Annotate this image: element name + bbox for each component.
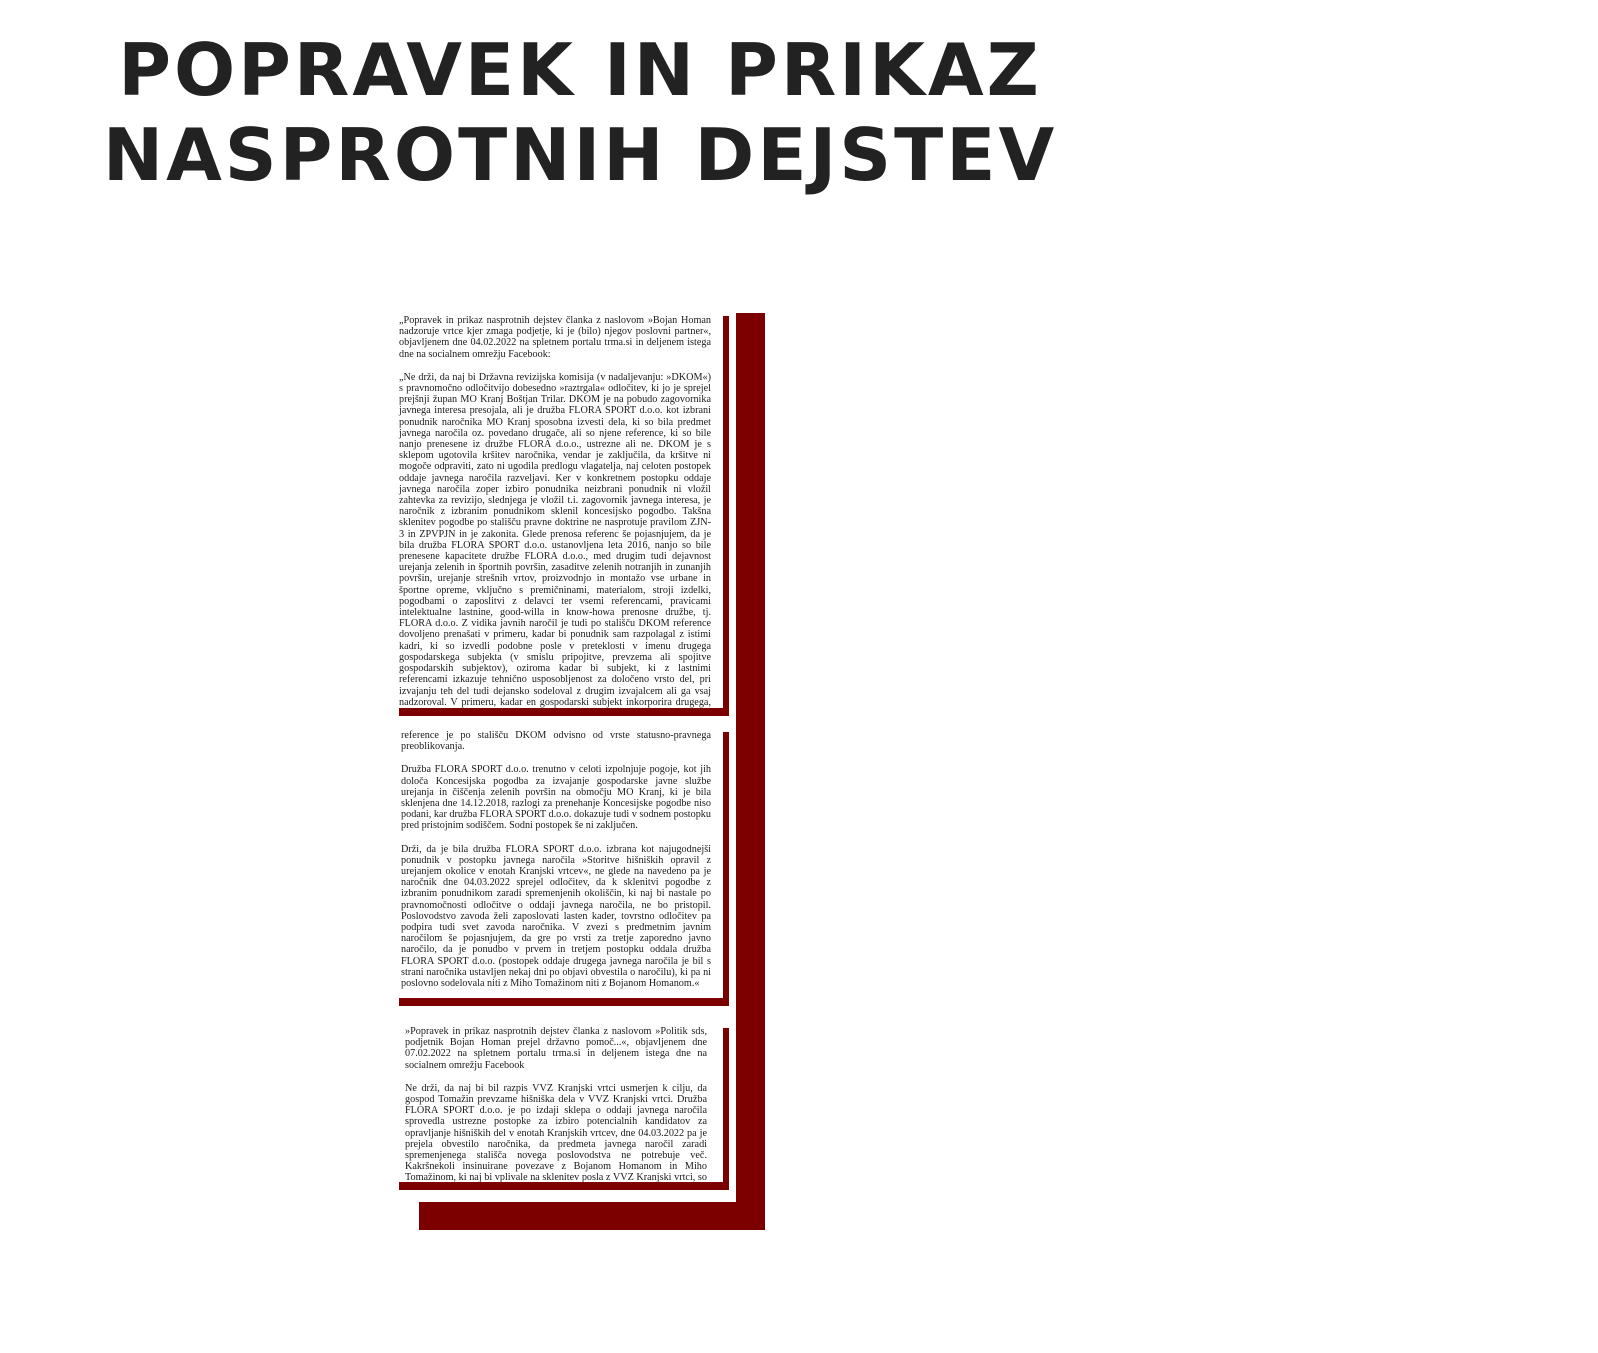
page-2-paragraph-2: Drži, da je bila družba FLORA SPORT d.o.o. izbrana kot najugodnejši ponudnik v postopku javnega naročila »Storitve hišniških opravil z urejanjem okolice v enotah Kranjski vrtcev«, ne glede na navedeno pa je naročnik dne 04.03.2022 sprejel odločitev, da k sklenitvi pogodbe z izbranim ponudnikom zaradi spremenjenih okoliščin, ki naj bi nastale po pravnomočnosti odločitve o oddaji javnega naročila, ne bo pristopil. Poslovodstvo zavoda želi zaposlovati lasten kader, tovrstno odločitev pa podpira tudi svet zavoda naročnika. V zvezi s predmetnim javnim naročilom še pojasnjujem, da gre po vrsti za tretje zaporedno javno naročilo, da je ponudbo v prvem in tretjem postopku oddala družba FLORA SPORT d.o.o. (postopek oddaje drugega javnega naročila je bil s strani naročnika ustavljen nekaj dni po objavi obvestila o naročilu), ki pa ni poslovno sodelovala niti z Miho Tomažinom niti z Bojanom Homanom.« <box>401 843 711 990</box>
document-page-2 <box>393 724 723 998</box>
page-2-continuation: reference je po stališču DKOM odvisno od vrste statusno-pravnega preoblikovanja. <box>401 730 711 753</box>
page-1-intro: „Popravek in prikaz nasprotnih dejstev članka z naslovom »Bojan Homan nadzoruje vrtce kjer zmaga podjetje, ki je (bilo) njegov poslovni partner«, objavljenem dne 04.02.2022 na spletnem portalu trma.si in deljenem istega dne na socialnem omrežju Facebook: <box>399 315 711 360</box>
document-page-1 <box>393 308 723 708</box>
page-2-paragraph-1: Družba FLORA SPORT d.o.o. trenutno v celoti izpolnjuje pogoje, kot jih določa Koncesijska pogodba za izvajanje gospodarske javne službe urejanja in čiščenja zelenih površin na območju MO Kranj, ki je bila sklenjena dne 14.12.2018, razlogi za prenehanje Koncesijske pogodbe niso podani, kar družba FLORA SPORT d.o.o. dokazuje tudi v sodnem postopku pred pristojnim sodiščem. Sodni postopek še ni zaključen. <box>401 764 711 832</box>
decorative-frame-bottom-bar <box>419 1202 765 1230</box>
page-3-intro: »Popravek in prikaz nasprotnih dejstev članka z naslovom »Politik sds, podjetnik Bojan Homan prejel državno pomoč...«, objavljenem dne 07.02.2022 na spletnem portalu trma.si in deljenem istega dne na socialnem omrežju Facebook <box>405 1026 707 1071</box>
page-title <box>100 28 1060 198</box>
page-3-body: Ne drži, da naj bi bil razpis VVZ Kranjski vrtci usmerjen k cilju, da gospod Tomažin prevzame hišniška dela v VVZ Kranjski vrtci. Družba FLORA SPORT d.o.o. je po izdaji sklepa o oddaji javnega naročila sprovedla ustrezne postopke za izbiro potencialnih kandidatov za opravljanje hišniških del v enotah Kranjskih vrtcev, dne 04.03.2022 pa je prejela obvestilo naročnika, da predmeta javnega naročil zaradi spremenjenega stališča novega poslovodstva ne potrebuje več. Kakršnekoli insinuirane povezave z Bojanom Homanom in Miho Tomažinom, ki naj bi vplivale na sklenitev posla z VVZ Kranjski vrtci, so <box>405 1082 707 1182</box>
page-title-line-1: POPRAVEK IN PRIKAZ <box>118 28 1042 112</box>
decorative-frame-right-bar <box>736 313 765 1230</box>
page-1-body: „Ne drži, da naj bi Državna revizijska komisija (v nadaljevanju: »DKOM«) s pravnomočno odločitvijo dobesedno »raztrgala« odločitev, ki jo je sprejel prejšnji župan MO Kranj Boštjan Trilar. DKOM je na pobudo zagovornika javnega interesa presojala, ali je družba FLORA SPORT d.o.o. kot izbrani ponudnik naročnika MO Kranj sposobna izvesti dela, ki so bila predmet javnega naročila oz. povedano drugače, ali so njene reference, ki so bile nanjo prenesene iz družbe FLORA d.o.o., ustrezne ali ne. DKOM je s sklepom ugotovila kršitev naročnika, vendar je zaključila, da kršitve ni mogoče odpraviti, zato ni ugodila predlogu vlagatelja, naj celoten postopek oddaje javnega naročila razveljavi. Ker v konkretnem postopku oddaje javnega naročila zoper izbiro ponudnika neizbrani ponudnik ni vložil zahtevka za revizijo, slednjega je vložil t.i. zagovornik javnega interesa, je naročnik z izbranim ponudnikom sklenil koncesijsko pogodbo. Takšna sklenitev pogodbe po stališču pravne doktrine ne nasprotuje pravilom ZJN-3 in ZPVPJN in je zakonita. Glede prenosa referenc še pojasnjujem, da je bila družba FLORA SPORT d.o.o. ustanovljena leta 2016, nanjo so bile prenesene kapacitete družbe FLORA d.o.o., med drugim tudi dejavnost urejanja zelenih in športnih površin, zasaditve zelenih notranjih in zunanjih površin, urejanje strešnih vrtov, proizvodnjo in montažo vse urbane in športne opreme, vključno s premičninami, materialom, stroji izdelki, pogodbami o zaposlitvi z delavci ter vsemi referencami, pravicami intelektualne lastnine, good-willa in know-howa prenosne družbe, tj. FLORA d.o.o. Z vidika javnih naročil je tudi po stališču DKOM reference dovoljeno prenašati v primeru, kadar bi ponudnik sam razpolagal z istimi kadri, ki so izvedli podobne posle v preteklosti v imenu drugega gospodarskega subjekta (v smislu pripojitve, prevzema ali spojitve gospodarskih subjektov), oziroma kadar bi subjekt, ki z lastnimi referencami izkazuje tehnično usposobljenost za določeno vrsto del, pri izvajanju teh del tudi dejansko sodeloval z drugim izvajalcem ali ga vsaj nadzoroval. V primeru, kadar en gospodarski subjekt inkorporira drugega, <box>399 371 711 708</box>
document-page-3 <box>393 1020 723 1182</box>
page-title-line-2: NASPROTNIH DEJSTEV <box>102 113 1058 197</box>
